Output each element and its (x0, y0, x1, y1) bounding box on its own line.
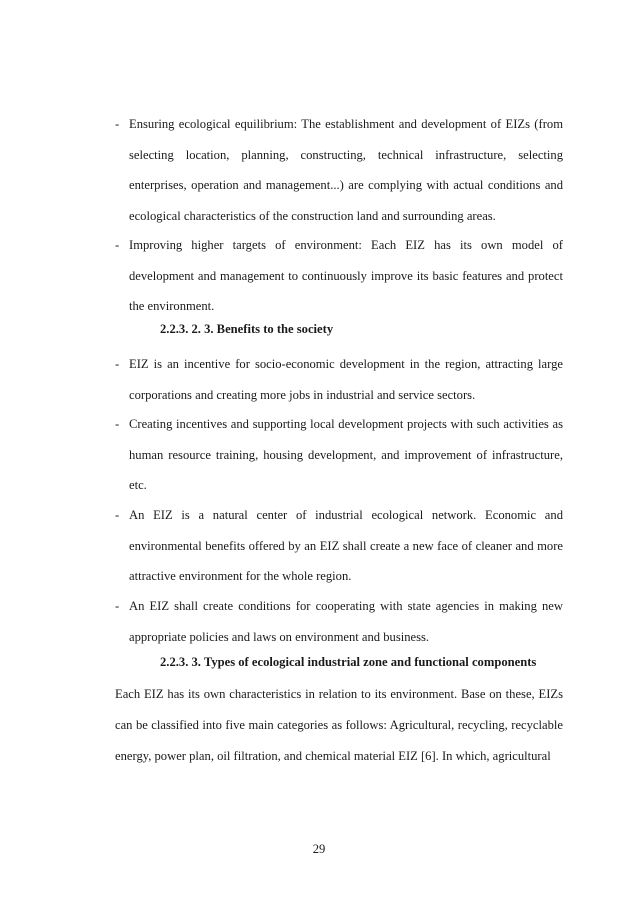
section-heading: 2.2.3. 2. 3. Benefits to the society (160, 322, 334, 336)
bullet-item (115, 417, 563, 501)
bullet-dash: - (115, 238, 120, 252)
bullet-item (115, 238, 563, 322)
section-heading: 2.2.3. 3. Types of ecological industrial zone and functional components (160, 655, 537, 669)
bullet-text: Improving higher targets of environment: Each EIZ has its own model of development and management to continuously improve its basic features and protect the environment. (129, 238, 563, 314)
bullet-dash: - (115, 599, 120, 613)
bullet-dash: - (115, 117, 120, 131)
bullet-item (115, 117, 563, 231)
body-paragraph: Each EIZ has its own characteristics in relation to its environment. Base on these, EIZs can be classified into five main categories as follows: Agricultural, recycling, recyclable energy, power plan, oil filtration, and chemical material EIZ [6]. In which, agricultural (115, 687, 563, 763)
bullet-text: EIZ is an incentive for socio-economic development in the region, attracting large corporations and creating more jobs in industrial and service sectors. (129, 357, 563, 402)
bullet-dash: - (115, 357, 120, 371)
bullet-text: An EIZ shall create conditions for cooperating with state agencies in making new appropriate policies and laws on environment and business. (129, 599, 563, 644)
bullet-text: An EIZ is a natural center of industrial ecological network. Economic and environmental benefits offered by an EIZ shall create a new face of cleaner and more attractive environment for the whole region. (129, 508, 563, 584)
bullet-text: Ensuring ecological equilibrium: The establishment and development of EIZs (from selecting location, planning, constructing, technical infrastructure, selecting enterprises, operation and management...) are complying with actual conditions and ecological characteristics of the construction land and surrounding areas. (129, 117, 563, 223)
page-number: 29 (312, 842, 326, 856)
bullet-item (115, 357, 563, 410)
bullet-text: Creating incentives and supporting local development projects with such activities as human resource training, housing development, and improvement of infrastructure, etc. (129, 417, 563, 493)
bullet-dash: - (115, 417, 120, 431)
bullet-dash: - (115, 508, 120, 522)
bullet-item (115, 508, 563, 592)
bullet-item (115, 599, 563, 652)
